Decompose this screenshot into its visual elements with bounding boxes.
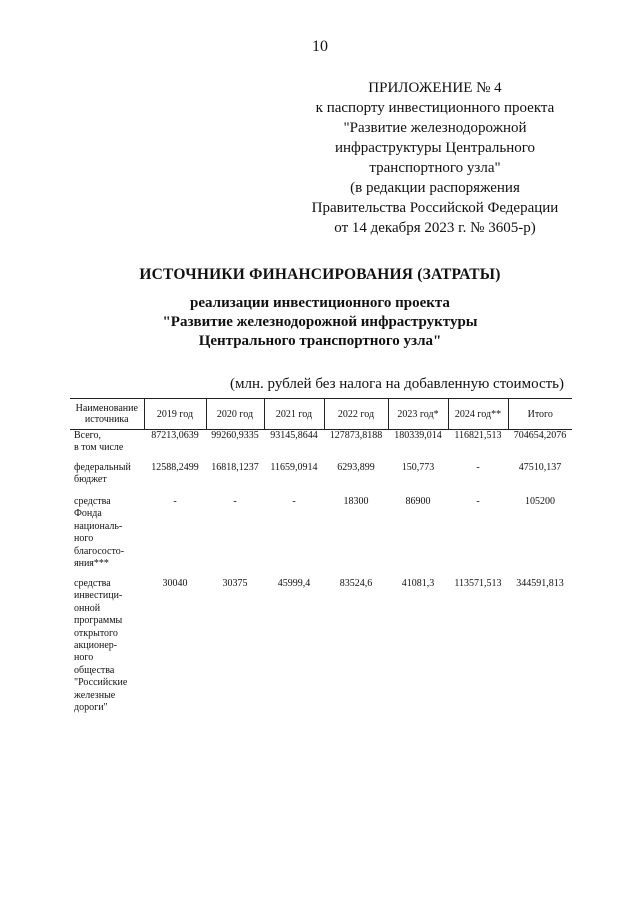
header-2023: 2023 год* xyxy=(388,399,448,430)
appendix-header xyxy=(290,78,580,238)
source-name-line: средства xyxy=(74,578,111,589)
cell-total: 105200 xyxy=(525,496,555,507)
source-name-line: благососто- xyxy=(74,545,125,557)
source-name-line: Всего, xyxy=(74,430,102,441)
cell-total: 344591,813 xyxy=(516,578,564,589)
appendix-line: транспортного узла" xyxy=(369,160,501,176)
cell-2019: 87213,0639 xyxy=(151,430,199,441)
source-name-line: яния*** xyxy=(74,558,109,570)
cell-2023: 86900 xyxy=(405,496,431,507)
cell-2024: 116821,513 xyxy=(454,430,502,441)
source-name-line: онной xyxy=(74,602,101,614)
subtitle-line: "Развитие железнодорожной инфраструктуры xyxy=(162,314,478,330)
cell-2019: - xyxy=(173,496,177,507)
units-note: (млн. рублей без налога на добавленную стоимость) xyxy=(230,376,564,392)
appendix-line: (в редакции распоряжения xyxy=(350,180,520,196)
header-total: Итого xyxy=(508,399,572,430)
cell-2023: 180339,014 xyxy=(394,430,442,441)
header-source: Наименование источника xyxy=(70,399,144,430)
cell-total: 704654,2076 xyxy=(513,430,567,441)
cell-2019: 12588,2499 xyxy=(151,462,199,473)
source-name-line: в том числе xyxy=(74,442,124,454)
document-title: ИСТОЧНИКИ ФИНАНСИРОВАНИЯ (ЗАТРАТЫ) xyxy=(139,266,501,283)
cell-2019: 30040 xyxy=(162,578,188,589)
cell-2020: 16818,1237 xyxy=(211,462,259,473)
cell-2024: - xyxy=(476,496,480,507)
cell-2024: 113571,513 xyxy=(454,578,502,589)
header-2020: 2020 год xyxy=(206,399,264,430)
source-name-line: акционер- xyxy=(74,640,118,652)
cell-2021: 93145,8644 xyxy=(270,430,318,441)
header-2024: 2024 год** xyxy=(448,399,508,430)
appendix-line: инфраструктуры Центрального xyxy=(334,140,536,156)
source-name-line: Фонда xyxy=(74,508,102,520)
source-name-line: средства xyxy=(74,496,111,507)
source-name-line: открытого xyxy=(74,627,118,639)
cell-2023: 150,773 xyxy=(401,462,435,473)
source-name-line: железные xyxy=(74,689,116,701)
subtitle-line: реализации инвестиционного проекта xyxy=(190,295,450,311)
source-name-line: ного xyxy=(74,533,94,545)
appendix-line: от 14 декабря 2023 г. № 3605-р) xyxy=(334,220,536,236)
page-number: 10 xyxy=(312,38,328,55)
source-name-line: инвестици- xyxy=(74,590,123,602)
table-row xyxy=(70,462,572,496)
cell-2022: 127873,8188 xyxy=(329,430,383,441)
financing-table xyxy=(70,398,572,714)
row-source-name xyxy=(70,578,144,714)
cell-total: 47510,137 xyxy=(518,462,562,473)
cell-2021: 11659,0914 xyxy=(270,462,318,473)
appendix-line: к паспорту инвестиционного проекта xyxy=(315,100,555,116)
source-name-line: дороги" xyxy=(74,702,108,714)
cell-2021: 45999,4 xyxy=(277,578,311,589)
subtitle-line: Центрального транспортного узла" xyxy=(198,333,442,349)
source-name-line: "Российские xyxy=(74,677,128,689)
header-2021: 2021 год xyxy=(264,399,324,430)
appendix-line: ПРИЛОЖЕНИЕ № 4 xyxy=(368,80,502,96)
appendix-line: "Развитие железнодорожной xyxy=(343,120,527,136)
row-source-name xyxy=(70,496,144,578)
source-name-line: программы xyxy=(74,615,123,627)
cell-2024: - xyxy=(476,462,480,473)
table-row xyxy=(70,496,572,578)
source-name-line: националь- xyxy=(74,520,123,532)
cell-2022: 18300 xyxy=(343,496,369,507)
source-name-line: общества xyxy=(74,664,115,676)
appendix-line: Правительства Российской Федерации xyxy=(311,200,559,216)
table-row xyxy=(70,578,572,714)
row-source-name xyxy=(70,430,144,463)
cell-2020: - xyxy=(233,496,237,507)
cell-2023: 41081,3 xyxy=(401,578,435,589)
row-source-name xyxy=(70,462,144,496)
source-name-line: ного xyxy=(74,652,94,664)
cell-2022: 6293,899 xyxy=(337,462,375,473)
document-subtitle xyxy=(0,294,640,351)
table-row xyxy=(70,430,572,463)
source-name-line: бюджет xyxy=(74,474,107,486)
cell-2020: 99260,9335 xyxy=(211,430,259,441)
cell-2021: - xyxy=(292,496,296,507)
cell-2020: 30375 xyxy=(222,578,248,589)
table-header-row xyxy=(70,399,572,430)
header-2022: 2022 год xyxy=(324,399,388,430)
cell-2022: 83524,6 xyxy=(339,578,373,589)
source-name-line: федеральный xyxy=(74,462,131,473)
header-2019: 2019 год xyxy=(144,399,206,430)
